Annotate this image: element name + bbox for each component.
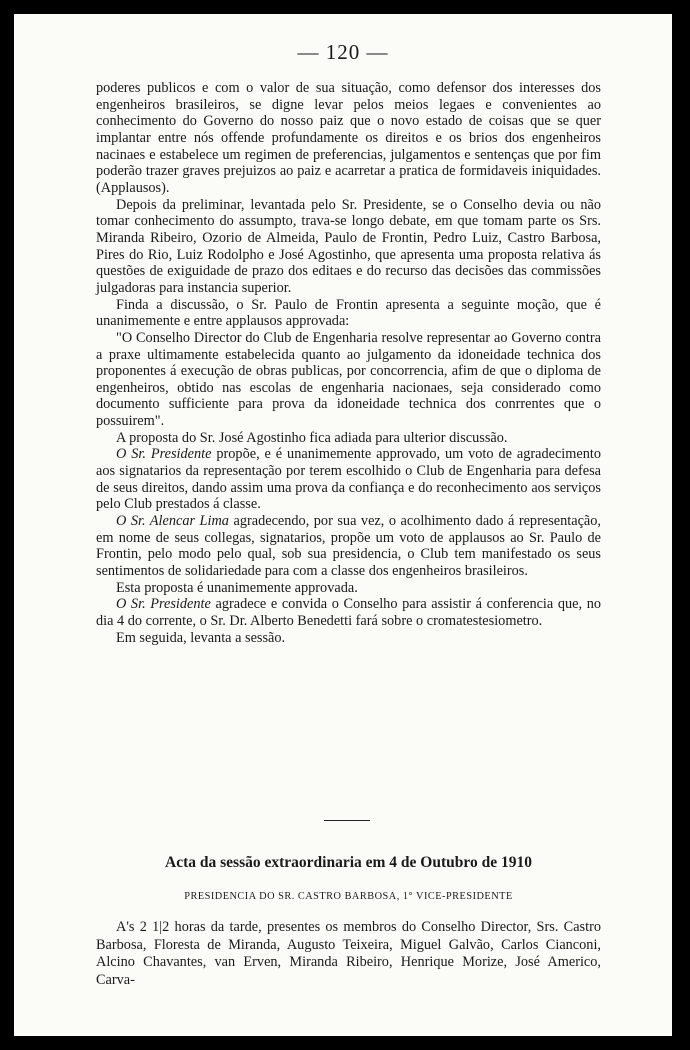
section-title: Acta da sessão extraordinaria em 4 de Outubro de 1910	[165, 854, 532, 871]
presidency-line: PRESIDENCIA DO SR. CASTRO BARBOSA, 1° VICE-PRESIDENTE	[184, 891, 513, 902]
page-number: — 120 —	[297, 40, 389, 64]
document-page	[14, 14, 672, 1036]
speaker-name: O Sr. Presidente	[116, 446, 212, 463]
paragraph	[96, 446, 601, 513]
paragraph: A proposta do Sr. José Agostinho fica adiada para ulterior discussão.	[116, 429, 508, 446]
section-divider	[324, 820, 370, 821]
paragraph: Esta proposta é unanimemente approvada.	[116, 579, 358, 596]
paragraph	[96, 596, 601, 629]
paragraph: Finda a discussão, o Sr. Paulo de Frontin apresenta a seguinte moção, que é unanimemente e entre applausos approvada:	[96, 296, 601, 330]
minutes-text	[96, 919, 601, 989]
speaker-name: O Sr. Alencar Lima	[116, 513, 229, 530]
paragraph-text: propõe, e é unanimemente approvado, um voto de agradecimento aos signatarios da representação por terem escolhido o Club de Engenharia para defesa de seus direitos, dando assim uma prova da confiança e do reconhecimento aos serviços pelo Club prestados á classe.	[96, 446, 602, 513]
speaker-name: O Sr. Presidente	[116, 596, 211, 613]
paragraph: Depois da preliminar, levantada pelo Sr. Presidente, se o Conselho devia ou não tomar conhecimento do assumpto, trava-se longo debate, em que tomam parte os Srs. Miranda Ribeiro, Ozorio de Almeida, Paulo de Frontin, Pedro Luiz, Castro Barbosa, Pires do Rio, Luiz Rodolpho e José Agostinho, que apresenta uma proposta relativa ás questões de exiguidade de prazo dos editaes e do recurso das decisões das commissões julgadoras para instancia superior.	[96, 196, 601, 296]
paragraph: poderes publicos e com o valor de sua situação, como defensor dos interesses dos engenheiros brasileiros, se digne levar pelos meios legaes e convenientes ao conhecimento do Governo do nosso paiz que o novo estado de coisas que se quer implantar entre nós offende profundamente os direitos e os brios dos engenheiros nacinaes e estabelece um regimen de preferencias, julgamentos e sentenças que por fim poderão trazer graves prejuizos ao paiz e acarretar a pratica de formidaveis iniquidades. (Applausos).	[96, 80, 601, 196]
motion-quote: "O Conselho Director do Club de Engenharia resolve representar ao Governo contra a praxe ultimamente estabelecida quanto ao julgamento da idoneidade technica dos proponentes á execução de obras publicas, por concorrencia, afim de que o diploma de engenheiros, obtido nas escolas de engenharia nacionaes, seja considerado como documento sufficiente para prova da idoneidade technica dos conrrentes que o possuirem".	[96, 329, 601, 430]
body-text	[96, 80, 601, 646]
paragraph	[96, 513, 601, 580]
paragraph-text: agradecendo, por sua vez, o acolhimento dado á representação, em nome de seus collegas, signatarios, propõe um voto de applausos ao Sr. Paulo de Frontin, pelo modo pelo qual, sob sua presidencia, o Club tem manifestado os seus sentimentos de solidariedade para com a classe dos engenheiros brasileiros.	[96, 513, 601, 580]
paragraph: A's 2 1|2 horas da tarde, presentes os membros do Conselho Director, Srs. Castro Barbosa, Floresta de Miranda, Augusto Teixeira, Miguel Galvão, Carlos Cianconi, Alcino Chavantes, van Erven, Miranda Ribeiro, Henrique Morize, José Americo, Carva-	[96, 919, 601, 988]
paragraph-text: agradece e convida o Conselho para assistir á conferencia que, no dia 4 do corrente, o Sr. Dr. Alberto Benedetti fará sobre o cromatestesiometro.	[96, 596, 601, 629]
paragraph: Em seguida, levanta a sessão.	[116, 629, 286, 646]
